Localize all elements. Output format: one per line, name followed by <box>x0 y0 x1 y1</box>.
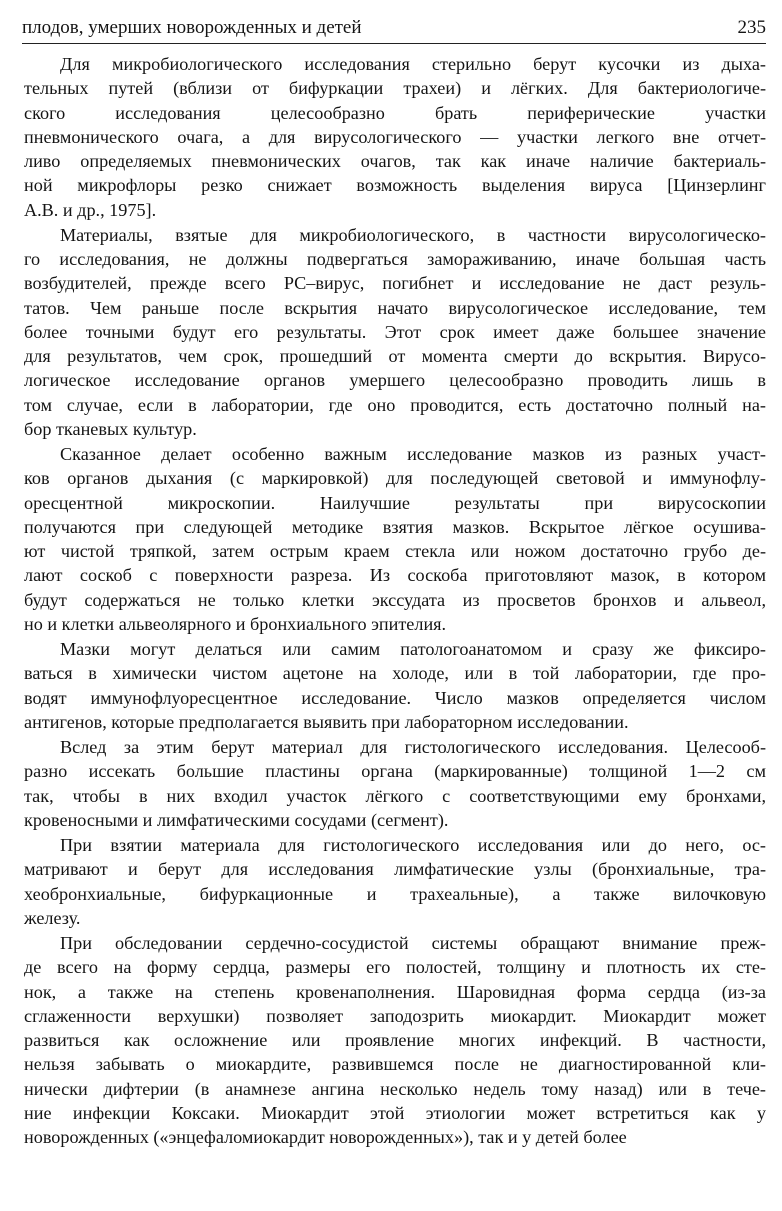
text-line: возбудителей, прежде всего РС–вирус, погибнет и исследование не даст резуль- <box>24 273 766 294</box>
running-head <box>22 14 766 44</box>
text-line: ют чистой тряпкой, затем острым краем стекла или ножом достаточно грубо де- <box>24 541 766 561</box>
text-line: кровеносными и лимфатическими сосудами (сегмент). <box>24 809 449 830</box>
text-line: ваться в химически чистом ацетоне на холоде, или в той лаборатории, где про- <box>24 663 766 684</box>
paragraph <box>24 637 766 734</box>
text-line: го исследования, не должны подвергаться замораживанию, иначе большая часть <box>24 249 766 269</box>
text-line: ной микрофлоры резко снижает возможность выделения вируса [Цинзерлинг <box>24 175 766 196</box>
paragraph <box>24 52 766 222</box>
text-line: лают соскоб с поверхности разреза. Из соскоба приготовляют мазок, в котором <box>24 565 766 586</box>
text-line: водят иммунофлуоресцентное исследование. Число мазков определяется числом <box>24 687 766 708</box>
text-line: При взятии материала для гистологического исследования или до него, ос- <box>60 835 766 855</box>
text-line: нельзя забывать о миокардите, развившемся после не диагностированной кли- <box>24 1054 766 1075</box>
text-line: де всего на форму сердца, размеры его полостей, толщину и плотность их сте- <box>24 957 766 978</box>
text-line: том случае, если в лаборатории, где оно проводится, есть достаточно полный на- <box>24 394 766 415</box>
text-line: хеобронхиальные, бифуркационные и трахеальные), а также вилочковую <box>24 883 766 904</box>
text-line: Вслед за этим берут материал для гистологического исследования. Целесооб- <box>60 737 766 757</box>
text-line: логическое исследование органов умершего целесообразно проводить лишь в <box>24 370 766 391</box>
text-line: будут содержаться не только клетки экссудата из просветов бронхов и альвеол, <box>24 589 766 610</box>
text-line: При обследовании сердечно-сосудистой системы обращают внимание преж- <box>60 933 766 953</box>
text-line: ние инфекции Коксаки. Миокардит этой этиологии может встретиться как у <box>24 1102 766 1123</box>
text-line: Сказанное делает особенно важным исследование мазков из разных участ- <box>60 444 766 464</box>
text-line: новорожденных («энцефаломиокардит новорожденных»), так и у детей более <box>24 1127 627 1147</box>
text-line: ков органов дыхания (с маркировкой) для последующей световой и иммунофлу- <box>24 468 766 489</box>
text-line: железу. <box>24 907 81 928</box>
text-line: ливо определяемых пневмонических очагов, так как иначе наличие бактериаль- <box>24 151 766 171</box>
text-line: антигенов, которые предполагается выявить при лабораторном исследовании. <box>24 711 629 732</box>
text-line: развиться как осложнение или проявление многих инфекций. В частности, <box>24 1030 766 1050</box>
text-line: более точными будут его результаты. Этот срок имеет даже большее значение <box>24 321 766 342</box>
text-line: Материалы, взятые для микробиологического, в частности вирусологическо- <box>60 224 766 245</box>
paragraph <box>24 833 766 930</box>
paragraph <box>24 442 766 636</box>
text-line: но и клетки альвеолярного и бронхиального эпителия. <box>24 613 447 634</box>
text-line: так, чтобы в них входил участок лёгкого с соответствующими ему бронхами, <box>24 785 766 806</box>
text-line: Для микробиологического исследования стерильно берут кусочки из дыха- <box>60 54 766 74</box>
text-line: получаются при следующей методике взятия мазков. Вскрытое лёгкое осушива- <box>24 516 766 537</box>
text-line: бор тканевых культур. <box>24 418 197 439</box>
text-line: матривают и берут для исследования лимфатические узлы (бронхиальные, тра- <box>24 859 766 880</box>
body-text <box>24 52 766 1150</box>
text-line: для результатов, чем срок, прошедший от момента смерти до вскрытия. Вирусо- <box>24 346 766 366</box>
text-line: сглаженности верхушки) позволяет заподозрить миокардит. Миокардит может <box>24 1005 766 1026</box>
text-line: пневмонического очага, а для вирусологического — участки легкого вне отчет- <box>24 126 766 147</box>
text-line: нически дифтерии (в анамнезе ангина несколько недель тому назад) или в тече- <box>24 1078 766 1099</box>
text-line: Мазки могут делаться или самим патологоанатомом и сразу же фиксиро- <box>60 639 766 659</box>
text-line: татов. Чем раньше после вскрытия начато вирусологическое исследование, тем <box>24 297 766 318</box>
text-line: ского исследования целесообразно брать периферические участки <box>24 102 766 123</box>
text-line: разно иссекать большие пластины органа (маркированные) толщиной 1—2 см <box>24 761 766 782</box>
text-line: нок, а также на степень кровенаполнения. Шаровидная форма сердца (из-за <box>24 981 766 1002</box>
text-line: тельных путей (вблизи от бифуркации трахеи) и лёгких. Для бактериологиче- <box>24 78 766 99</box>
text-line: А.В. и др., 1975]. <box>24 199 157 220</box>
page-number: 235 <box>737 17 766 38</box>
paragraph <box>24 931 766 1149</box>
header-rule <box>22 43 766 44</box>
paragraph <box>24 735 766 832</box>
text-line: оресцентной микроскопии. Наилучшие результаты при вирусоскопии <box>24 492 766 513</box>
paragraph <box>24 223 766 441</box>
running-title: плодов, умерших новорожденных и детей <box>22 17 362 38</box>
